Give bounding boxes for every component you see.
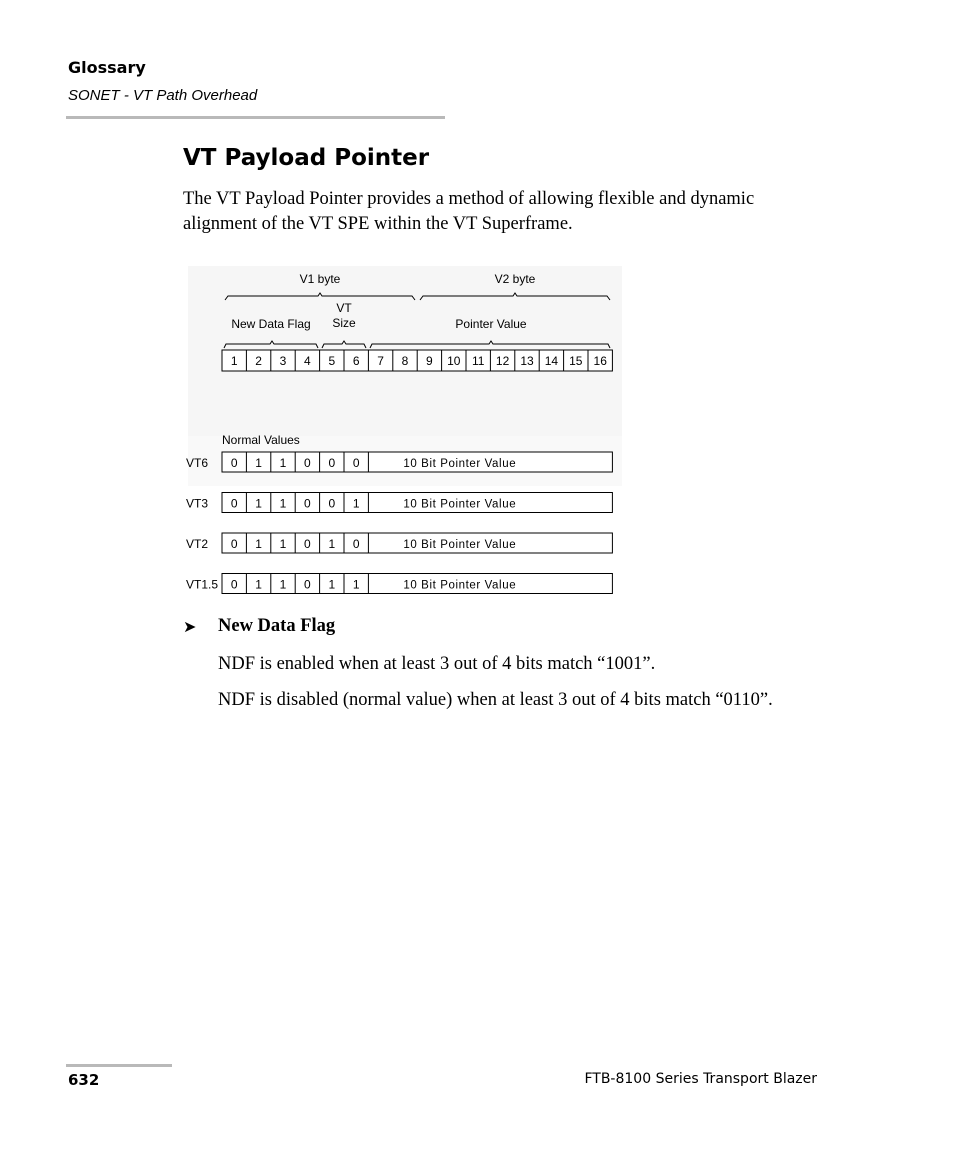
- bit-value: 0: [304, 496, 311, 511]
- vt-label: VT: [336, 301, 352, 315]
- bit-value: 0: [304, 577, 311, 592]
- bit-number-14: 14: [544, 354, 559, 368]
- bit-value: 0: [328, 496, 336, 511]
- ndf-disabled-paragraph: NDF is disabled (normal value) when at least 3 out of 4 bits match “0110”.: [218, 690, 773, 710]
- bullet-heading: New Data Flag: [218, 616, 336, 636]
- normal-row: [186, 574, 612, 594]
- bit-value: 1: [255, 577, 262, 592]
- intro-paragraph: The VT Payload Pointer provides a method of allowing flexible and dynamic alignment of the VT SPE within the VT Superframe.: [183, 189, 755, 234]
- row-label: VT3: [186, 496, 209, 511]
- section-title: VT Payload Pointer: [183, 145, 430, 171]
- pointer-value-text: 10 Bit Pointer Value: [403, 539, 517, 551]
- bit-number-4: 4: [304, 354, 311, 368]
- footer-divider: [66, 1064, 172, 1067]
- bit-number-16: 16: [593, 354, 607, 368]
- header-subtitle: SONET - VT Path Overhead: [68, 87, 258, 104]
- bit-value: 1: [255, 537, 262, 551]
- bit-number-row: [222, 350, 612, 371]
- page-number: 632: [68, 1071, 100, 1089]
- bit-value: 0: [230, 577, 238, 592]
- bit-number-15: 15: [569, 354, 583, 368]
- header-title: Glossary: [68, 58, 146, 77]
- row-label: VT6: [186, 456, 209, 470]
- bit-number-6: 6: [352, 354, 360, 368]
- bullet-arrow-icon: ➤: [183, 619, 197, 636]
- row-label: VT1.5: [186, 577, 219, 592]
- bit-value: 0: [230, 496, 238, 511]
- new-data-flag-label: New Data Flag: [231, 317, 311, 331]
- size-label: Size: [332, 316, 356, 330]
- header-divider: [66, 116, 445, 119]
- pointer-value-text: 10 Bit Pointer Value: [403, 458, 517, 470]
- pointer-value-text: 10 Bit Pointer Value: [403, 579, 517, 592]
- bit-value: 0: [304, 537, 311, 551]
- bit-number-2: 2: [255, 354, 262, 368]
- bit-number-12: 12: [495, 354, 510, 368]
- bit-value: 1: [328, 537, 336, 551]
- normal-row: [186, 452, 612, 472]
- bit-number-1: 1: [230, 354, 238, 368]
- normal-row: [186, 533, 612, 553]
- pointer-value-label: Pointer Value: [455, 317, 527, 331]
- bit-value: 1: [279, 537, 287, 551]
- v1-byte-label: V1 byte: [299, 272, 341, 286]
- bit-value: 0: [304, 456, 311, 470]
- bit-value: 0: [352, 456, 360, 470]
- footer-product: FTB-8100 Series Transport Blazer: [584, 1071, 817, 1087]
- bit-value: 0: [230, 537, 238, 551]
- bit-value: 1: [279, 577, 287, 592]
- v2-byte-label: V2 byte: [494, 272, 536, 286]
- bit-value: 1: [255, 496, 262, 511]
- bit-value: 0: [352, 537, 360, 551]
- bit-number-7: 7: [377, 354, 384, 368]
- bit-number-10: 10: [447, 354, 461, 368]
- bit-value: 1: [328, 577, 336, 592]
- pointer-value-text: 10 Bit Pointer Value: [403, 498, 517, 511]
- bit-number-8: 8: [401, 354, 409, 368]
- bit-number-13: 13: [520, 354, 534, 368]
- bit-number-3: 3: [279, 354, 287, 368]
- vt-pointer-diagram: [182, 266, 622, 606]
- normal-row: [186, 493, 612, 513]
- bit-value: 1: [279, 456, 287, 470]
- bit-value: 1: [255, 456, 262, 470]
- bit-value: 1: [279, 496, 287, 511]
- bit-number-11: 11: [471, 354, 485, 368]
- bit-number-9: 9: [426, 354, 433, 368]
- normal-values-label: Normal Values: [222, 433, 300, 447]
- bit-value: 1: [352, 496, 360, 511]
- bit-value: 0: [328, 456, 336, 470]
- bit-number-5: 5: [328, 354, 336, 368]
- ndf-enabled-paragraph: NDF is enabled when at least 3 out of 4 bits match “1001”.: [218, 654, 656, 674]
- bit-value: 0: [230, 456, 238, 470]
- bit-value: 1: [352, 577, 360, 592]
- row-label: VT2: [186, 537, 209, 551]
